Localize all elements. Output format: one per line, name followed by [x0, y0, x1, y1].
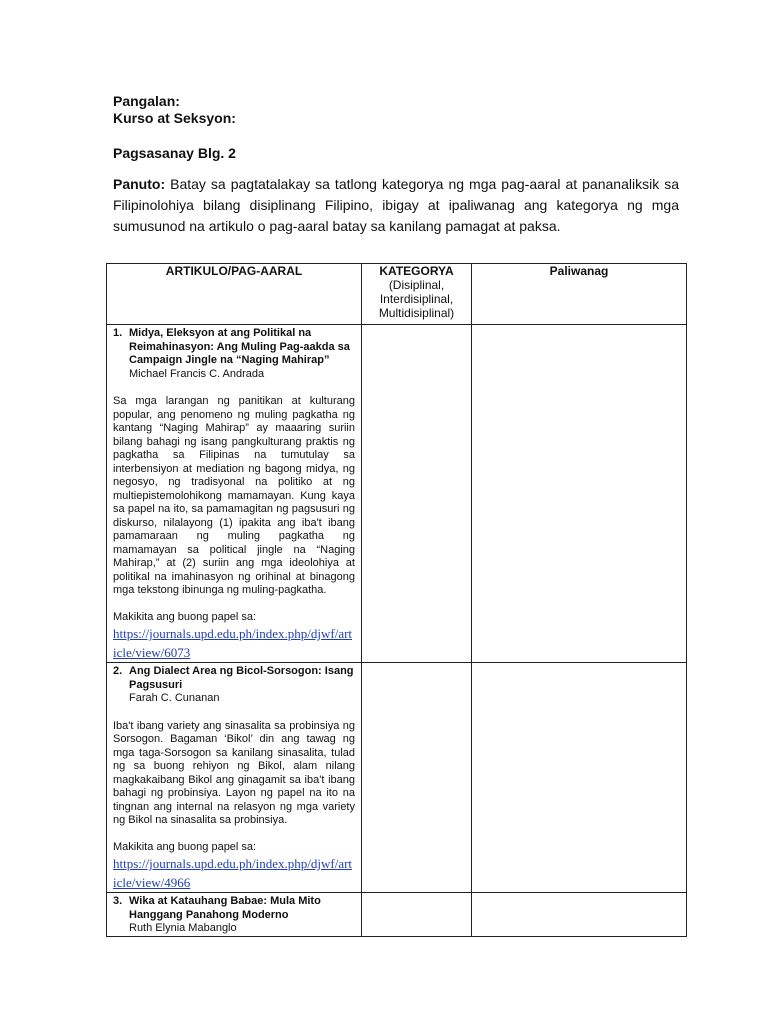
explanation-answer-cell[interactable] — [472, 663, 687, 893]
header-explanation: Paliwanag — [472, 264, 687, 325]
category-answer-cell[interactable] — [362, 893, 472, 937]
name-label: Pangalan: — [113, 93, 180, 109]
table-row — [107, 325, 687, 663]
article-author: Michael Francis C. Andrada — [129, 367, 265, 380]
exercise-table — [106, 263, 687, 937]
header-category-title: KATEGORYA — [379, 264, 454, 278]
full-paper-label: Makikita ang buong papel sa: — [113, 610, 257, 623]
article-title: 1. Midya, Eleksyon at ang Politikal na Reimahinasyon: Ang Muling Pag-aakda sa Campaign Jingle na “Naging Mahirap” — [113, 327, 350, 366]
explanation-answer-cell[interactable] — [472, 325, 687, 663]
table-row — [107, 893, 687, 937]
article-author: Farah C. Cunanan — [129, 692, 220, 704]
article-author: Ruth Elynia Mabanglo — [129, 922, 237, 934]
table-header-row — [107, 264, 687, 325]
category-answer-cell[interactable] — [362, 663, 472, 893]
article-abstract: Sa mga larangan ng panitikan at kulturang popular, ang penomeno ng muling pagkatha ng kantang “Naging Mahirap” ay maaaring suriin bilang bahagi ng isang pangkulturang praktis ng pagkatha sa Filipinas na tumutulay sa interbensiyon at mediation ng bagong midya, ng negosyo, ng tradisyonal na politiko at ng multiepistemolohikong mamamayan. Kung kaya sa papel na ito, sa pamamagitan ng pagsusuri ng diskurso, nilalayong (1) ipakita ang iba't ibang pamamaraan ng muling pagkatha ng mamamayan sa political jingle na “Naging Mahirap,” at (2) suriin ang mga ideolohiya at politikal na imahinasyon ng orihinal at binagong mga tekstong ibinunga ng muling-pagkatha. — [113, 395, 355, 596]
article-cell — [107, 893, 362, 937]
article-cell — [107, 663, 362, 893]
instructions — [113, 174, 679, 237]
instructions-text: Batay sa pagtatalakay sa tatlong kategorya ng mga pag-aaral at pananaliksik sa Filipinolohiya bilang disiplinang Filipino, ibigay at ipaliwanag ang kategorya ng mga sumusunod na artikulo o pag-aaral batay sa kanilang pamagat at paksa. — [113, 176, 679, 234]
instructions-label: Panuto: — [113, 176, 166, 192]
course-section-label: Kurso at Seksyon: — [113, 110, 236, 126]
article-abstract: Iba't ibang variety ang sinasalita sa probinsiya ng Sorsogon. Bagaman ‘Bikol’ din ang tawag ng mga taga-Sorsogon sa kanilang sinasalita, tulad ng sa buong rehiyon ng Bikol, alam nilang magkakaibang Bikol ang ginagamit sa iba't ibang bahagi ng probinsiya. Layon ng papel na ito na tingnan ang internal na relasyon ng mga variety ng Bikol na sinasalita sa probinsiya. — [113, 719, 355, 826]
category-answer-cell[interactable] — [362, 325, 472, 663]
explanation-answer-cell[interactable] — [472, 893, 687, 937]
article-link[interactable]: https://journals.upd.edu.ph/index.php/djwf/article/view/6073 — [113, 626, 353, 660]
article-title: 3. Wika at Katauhang Babae: Mula Mito Hanggang Panahong Moderno — [113, 895, 321, 921]
header-category-sub: (Disiplinal, Interdisiplinal, Multidisiplinal) — [378, 278, 455, 320]
article-link[interactable]: https://journals.upd.edu.ph/index.php/djwf/article/view/4966 — [113, 856, 353, 890]
exercise-title: Pagsasanay Blg. 2 — [113, 145, 236, 161]
article-cell — [107, 325, 362, 663]
header-article: ARTIKULO/PAG-AARAL — [107, 264, 362, 325]
article-title: 2. Ang Dialect Area ng Bicol-Sorsogon: Isang Pagsusuri — [113, 665, 354, 691]
table-row — [107, 663, 687, 893]
full-paper-label: Makikita ang buong papel sa: — [113, 840, 257, 853]
header-category — [362, 264, 472, 325]
